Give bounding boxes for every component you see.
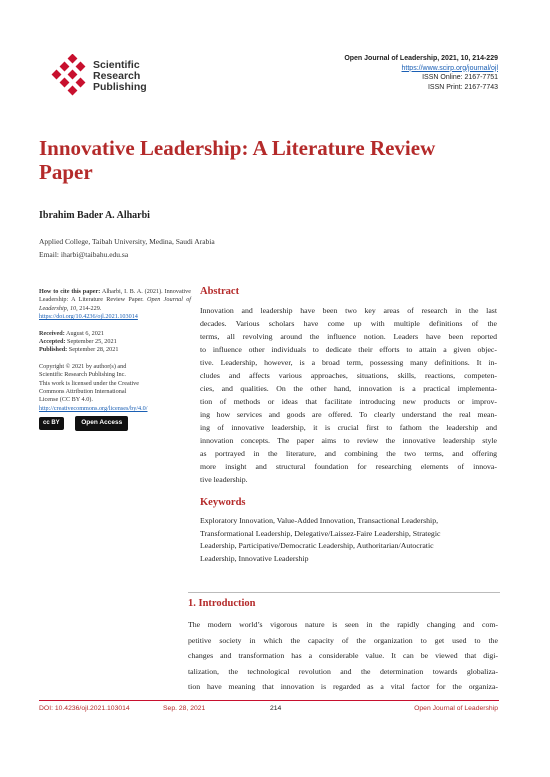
publisher-name-line-2: Research	[93, 70, 141, 82]
abstract-line: tive. Leadership, however, is a broad term, possessing many definitions. It in-	[200, 358, 497, 367]
publisher-name-line-1: Scientific	[93, 59, 140, 71]
introduction-body	[188, 617, 498, 695]
author-email: Email: iharbi@taibahu.edu.sa	[39, 250, 129, 259]
abstract-line: ing of innovative leadership, it is crucial first to fathom the leadership and	[200, 423, 497, 432]
doi-link[interactable]: https://doi.org/10.4236/ojl.2021.103014	[39, 313, 138, 321]
abstract-line: more insight and structural foundation for researching elements of innova-	[200, 462, 497, 471]
paper-title-line-2: Paper	[39, 160, 93, 184]
journal-header	[258, 54, 498, 92]
abstract-line: innovation concepts. The paper aims to review the innovative leadership style	[200, 436, 497, 445]
footer-journal: Open Journal of Leadership	[414, 705, 498, 712]
how-to-cite: How to cite this paper: Alharbi, I. B. A. (2021). Innovative Leadership: A Literature Review Paper. Open Journal of Leadership, 10, 214-229.	[39, 288, 192, 312]
introduction-line: changes and transformation has a considerable value. It can be viewed that digi-	[188, 651, 498, 660]
footer-date: Sep. 28, 2021	[163, 705, 206, 712]
section-divider	[188, 592, 500, 593]
page-number: 214	[270, 705, 282, 712]
license-line-1: This work is licensed under the Creative	[39, 379, 140, 387]
keyword-line: Exploratory Innovation, Value-Added Innovation, Transactional Leadership,	[200, 516, 439, 525]
publisher-logo	[49, 54, 189, 99]
abstract-line: cies, and qualities. On the other hand, innovation is a practical implementa-	[200, 384, 497, 393]
paper-title-line-1: Innovative Leadership: A Literature Review	[39, 136, 436, 160]
license-link[interactable]: http://creativecommons.org/licenses/by/4.0/	[39, 404, 148, 412]
received-date: Received: August 6, 2021	[39, 329, 104, 337]
abstract-line: ing how services and goods are offered. To clearly understand the real mean-	[200, 410, 497, 419]
introduction-line: petitive society in which the capacity of the organization to get used to the	[188, 635, 498, 645]
license-line-3: License (CC BY 4.0).	[39, 396, 93, 404]
keywords-body	[200, 515, 497, 565]
affiliation: Applied College, Taibah University, Medina, Saudi Arabia	[39, 237, 215, 246]
citation-sidebar	[39, 288, 191, 431]
issn-online: ISSN Online: 2167-7751	[422, 74, 498, 81]
license-line-2: Commons Attribution International	[39, 388, 127, 396]
abstract-heading: Abstract	[200, 286, 240, 297]
cc-by-badge-icon: cc BY	[39, 417, 64, 429]
footer-rule	[39, 700, 499, 701]
abstract-line: tion of methods or ideas that facilitate introducing new products or improv-	[200, 397, 497, 406]
abstract-line: tive leadership.	[200, 475, 248, 484]
abstract-body	[200, 304, 497, 486]
abstract-line: Innovation and leadership have been two key areas of research in the last	[200, 306, 497, 315]
abstract-line: cludes and affects various approaches, situations, skills, reactions, competen-	[200, 371, 497, 380]
copyright-line-2: Scientific Research Publishing Inc.	[39, 371, 126, 379]
issn-print: ISSN Print: 2167-7743	[427, 83, 498, 91]
introduction-line: talization, the technological revolution and the determination towards globaliza-	[188, 666, 498, 676]
keyword-line: Leadership, Innovative Leadership	[200, 553, 309, 563]
journal-url-link[interactable]: https://www.scirp.org/journal/ojl	[401, 64, 498, 72]
abstract-line: to influence other individuals to dedicate their efforts to attain a given objec-	[200, 345, 497, 354]
keyword-line: Transformational Leadership, Delegative/Laissez-Faire Leadership, Strategic	[200, 528, 441, 538]
keyword-line: Leadership, Participative/Democratic Leadership, Authoritarian/Autocratic	[200, 541, 434, 550]
introduction-heading: 1. Introduction	[188, 598, 256, 609]
open-access-badge: Open Access	[75, 416, 128, 430]
abstract-line: as portrayed in the literature, and combining the two terms, and offering	[200, 449, 497, 458]
keywords-heading: Keywords	[200, 497, 246, 508]
abstract-line: terms, all revolving around the influence notion. Leaders have been reported	[200, 332, 497, 341]
red-diamond-cluster-icon	[49, 54, 93, 98]
publisher-name-line-3: Publishing	[93, 81, 147, 93]
accepted-date: Accepted: September 25, 2021	[39, 338, 117, 346]
paper-title	[39, 136, 509, 184]
introduction-line: The modern world’s vigorous nature is seen in the rapidly changing and com-	[188, 620, 498, 629]
author-name: Ibrahim Bader A. Alharbi	[39, 210, 150, 221]
footer-doi: DOI: 10.4236/ojl.2021.103014	[39, 705, 130, 712]
abstract-line: decades. Various scholars have come up with multiple definitions of the	[200, 319, 497, 328]
published-date: Published: September 28, 2021	[39, 346, 119, 354]
journal-citation: Open Journal of Leadership, 2021, 10, 214-229	[344, 55, 498, 62]
copyright-line-1: Copyright © 2021 by author(s) and	[39, 362, 127, 370]
introduction-line: tion have meaning that innovation is regarded as a vital factor for the organiza-	[188, 682, 498, 691]
